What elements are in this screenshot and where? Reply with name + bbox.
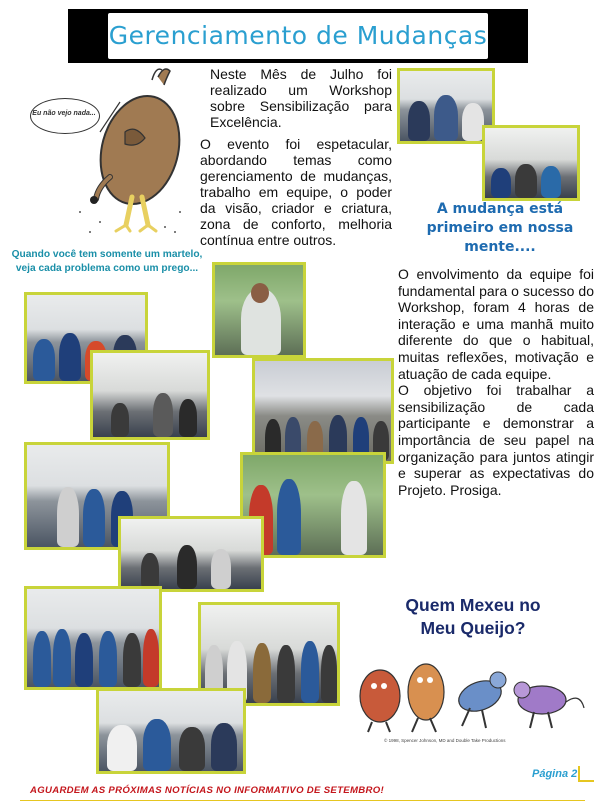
intro-paragraph-2: O evento foi espetacular, abordando temas como gerenciamento de mudanças, trabalho em equipe, o poder da visão, criador e criatura, zona de conforto, melhoria contínua entre outros.: [200, 136, 392, 248]
book-title: [388, 594, 558, 640]
intro-text: [200, 66, 392, 254]
workshop-photo-2: [482, 125, 580, 201]
workshop-photo-10: [24, 586, 162, 690]
workshop-photo-5: [90, 350, 210, 440]
body-paragraph-1: O envolvimento da equipe foi fundamental para o sucesso do Workshop, foram 4 horas de interação e uma manhã muito diferente do que o habitual, muitas reflexões, motivação e atuação de cada equipe.: [398, 266, 594, 382]
workshop-photo-12: [96, 688, 246, 774]
footer-notice: AGUARDEM AS PRÓXIMAS NOTÍCIAS NO INFORMATIVO DE SETEMBRO!: [30, 785, 384, 796]
body-text: [398, 266, 594, 498]
book-title-line-2: Meu Queijo?: [420, 618, 526, 638]
book-characters-illustration: [352, 652, 586, 740]
workshop-photo-3: [212, 262, 306, 358]
workshop-photo-9: [118, 516, 264, 592]
book-credit: © 1998, Spencer Johnson, MD and Double Take Productions: [384, 738, 506, 743]
page-title: Gerenciamento de Mudanças: [108, 21, 488, 50]
speech-bubble-text: Eu não vejo nada...: [32, 110, 96, 117]
page-number: Página 2: [532, 768, 578, 780]
page-corner-decoration: [578, 766, 594, 782]
body-paragraph-2: O objetivo foi trabalhar a sensibilização de cada participante e demonstrar a importância de seu papel na organização para juntos atingir e superar as expectativas do Projeto. Prosiga.: [398, 382, 594, 498]
footer-divider: [20, 800, 585, 801]
hammer-quote: Quando você tem somente um martelo, veja cada problema como um prego...: [11, 249, 203, 274]
ostrich-illustration: [70, 62, 200, 237]
workshop-photo-6: [252, 358, 394, 464]
intro-paragraph-1: Neste Mês de Julho foi realizado um Workshop sobre Sensibilização para Excelência.: [210, 66, 392, 130]
mind-quote: A mudança está primeiro em nossa mente....: [426, 201, 574, 255]
book-title-line-1: Quem Mexeu no: [405, 595, 541, 615]
workshop-photo-1: [397, 68, 495, 144]
